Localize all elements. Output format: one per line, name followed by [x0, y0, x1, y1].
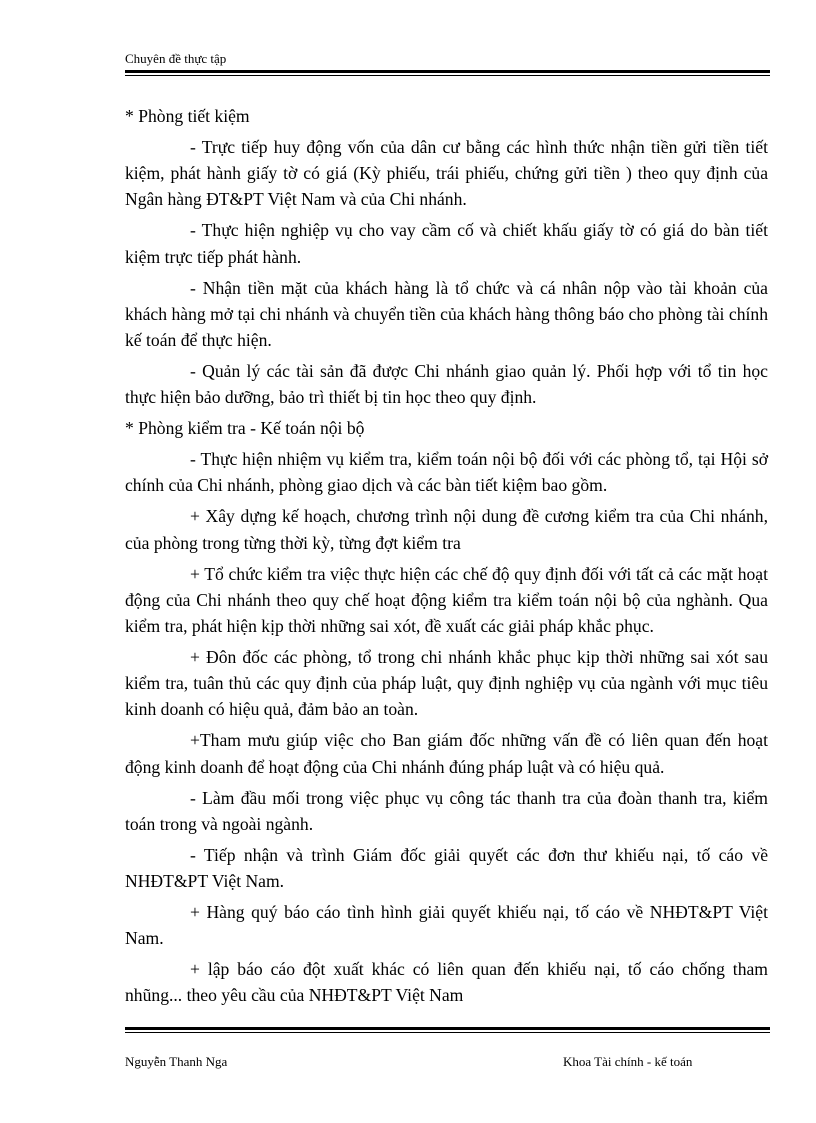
body-paragraph: + lập báo cáo đột xuất khác có liên quan đến khiếu nại, tố cáo chống tham nhũng... theo yêu cầu của NHĐT&PT Việt Nam [125, 959, 768, 1006]
body-paragraph: + Xây dựng kế hoạch, chương trình nội dung đề cương kiểm tra của Chi nhánh, của phòng trong từng thời kỳ, từng đợt kiểm tra [125, 506, 768, 553]
body-paragraph: - Thực hiện nghiệp vụ cho vay cầm cố và chiết khấu giấy tờ có giá do bàn tiết kiệm trực tiếp phát hành. [125, 220, 768, 267]
page-header-title: Chuyên đề thực tập [125, 51, 227, 66]
body-paragraph: - Nhận tiền mặt của khách hàng là tổ chức và cá nhân nộp vào tài khoản của khách hàng mở tại chi nhánh và chuyển tiền của khách hàng thông báo cho phòng tài chính kế toán để thực hiện. [125, 277, 768, 351]
body-paragraph: + Tổ chức kiểm tra việc thực hiện các chế độ quy định đối với tất cả các mặt hoạt động của Chi nhánh theo quy chế hoạt động kiểm tra kiểm toán nội bộ của nghành. Qua kiểm tra, phát hiện kịp thời những sai xót, đề xuất các giải pháp khắc phục. [125, 563, 768, 637]
section-heading: * Phòng kiểm tra - Kế toán nội bộ [125, 418, 365, 439]
section-heading: * Phòng tiết kiệm [125, 106, 250, 126]
header-rule-thin [125, 75, 770, 76]
body-paragraph: + Đôn đốc các phòng, tổ trong chi nhánh khắc phục kịp thời những sai xót sau kiểm tra, tuân thủ các quy định của pháp luật, quy định nghiệp vụ của ngành với mục tiêu kinh doanh có hiệu quả, đảm bảo an toàn. [125, 647, 768, 720]
document-body [125, 103, 768, 1013]
footer-department: Khoa Tài chính - kế toán [563, 1054, 693, 1069]
body-paragraph: + Hàng quý báo cáo tình hình giải quyết khiếu nại, tố cáo về NHĐT&PT Việt Nam. [125, 902, 768, 949]
body-paragraph: - Quản lý các tài sản đã được Chi nhánh giao quản lý. Phối hợp với tổ tin học thực hiện bảo dưỡng, bảo trì thiết bị tin học theo quy định. [125, 361, 768, 408]
body-paragraph: - Tiếp nhận và trình Giám đốc giải quyết các đơn thư khiếu nại, tố cáo về NHĐT&PT Việt Nam. [125, 844, 768, 892]
body-paragraph: +Tham mưu giúp việc cho Ban giám đốc những vấn đề có liên quan đến hoạt động kinh doanh để hoạt động của Chi nhánh đúng pháp luật và có hiệu quả. [125, 730, 768, 777]
footer-rule-thick [125, 1027, 770, 1030]
footer-rule-thin [125, 1032, 770, 1033]
body-paragraph: - Thực hiện nhiệm vụ kiểm tra, kiểm toán nội bộ đối với các phòng tổ, tại Hội sở chính của Chi nhánh, phòng giao dịch và các bàn tiết kiệm bao gồm. [125, 449, 768, 496]
body-paragraph: - Trực tiếp huy động vốn của dân cư bằng các hình thức nhận tiền gửi tiền tiết kiệm, phát hành giấy tờ có giá (Kỳ phiếu, trái phiếu, chứng gửi tiền ) theo quy định của Ngân hàng ĐT&PT Việt Nam và của Chi nhánh. [125, 137, 768, 210]
body-paragraph: - Làm đầu mối trong việc phục vụ công tác thanh tra của đoàn thanh tra, kiểm toán trong và ngoài ngành. [125, 787, 768, 834]
footer-author: Nguyễn Thanh Nga [125, 1054, 228, 1069]
header-rule-thick [125, 70, 770, 73]
